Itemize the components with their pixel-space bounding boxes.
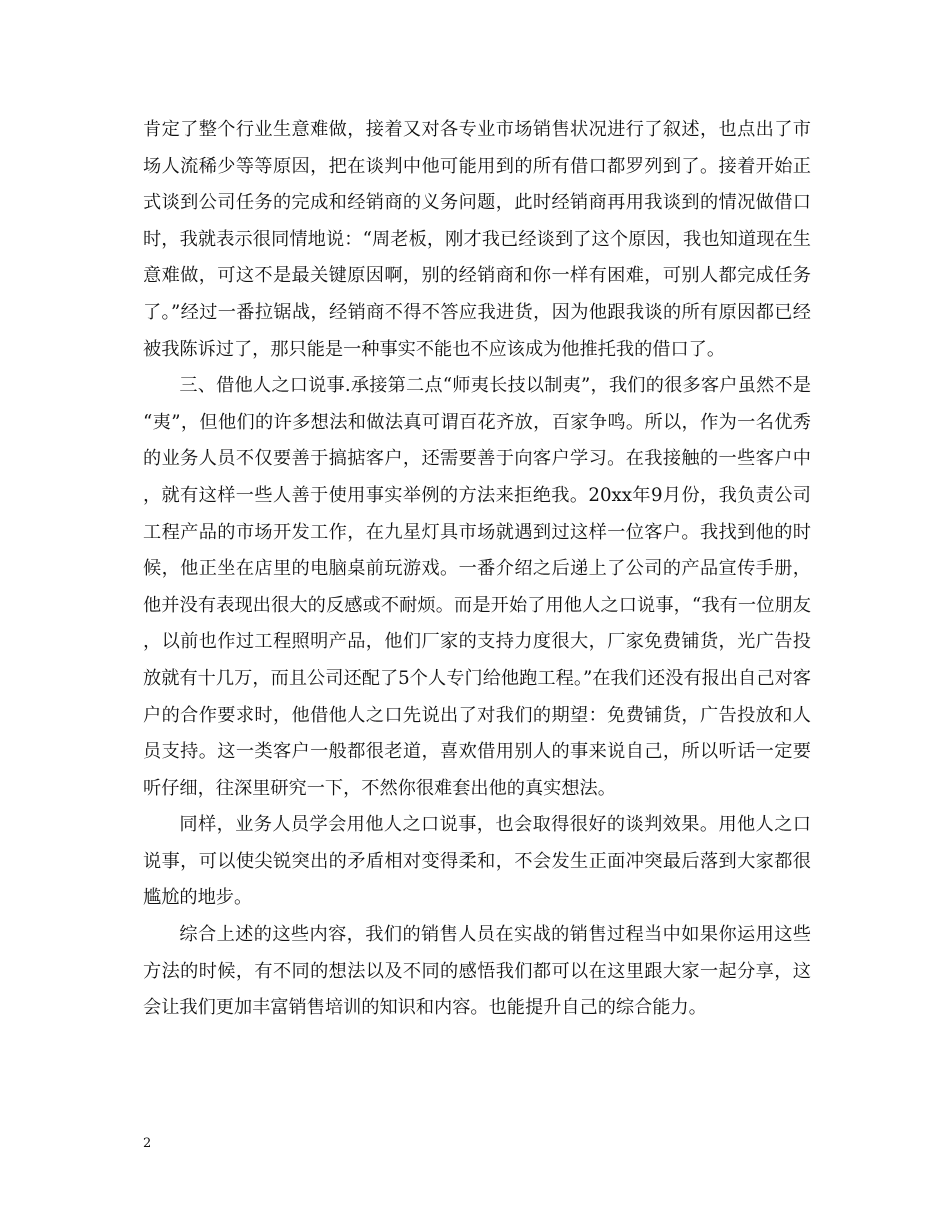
paragraph-borrow-others-mouth: 三、借他人之口说事.承接第二点“师夷长技以制夷”，我们的很多客户虽然不是“夷”，但他们的许多想法和做法真可谓百花齐放，百家争鸣。所以，作为一名优秀的业务人员不仅要善于搞掂客户，还需要善于向客户学习。在我接触的一些客户中，就有这样一些人善于使用事实举例的方法来拒绝我。20xx年9月份，我负责公司工程产品的市场开发工作，在九星灯具市场就遇到过这样一位客户。我找到他的时候，他正坐在店里的电脑桌前玩游戏。一番介绍之后递上了公司的产品宣传手册，他并没有表现出很大的反感或不耐烦。而是开始了用他人之口说事，“我有一位朋友，以前也作过工程照明产品，他们厂家的支持力度很大，厂家免费铺货，光广告投放就有十几万，而且公司还配了5个人专门给他跑工程。”在我们还没有报出自己对客户的合作要求时，他借他人之口先说出了对我们的期望：免费铺货，广告投放和人员支持。这一类客户一般都很老道，喜欢借用别人的事来说自己，所以听话一定要听仔细，往深里研究一下，不然你很难套出他的真实想法。 <box>143 375 811 799</box>
document-body <box>143 112 811 1027</box>
page-number: 2 <box>143 1136 152 1151</box>
paragraph-same-technique: 同样，业务人员学会用他人之口说事，也会取得很好的谈判效果。用他人之口说事，可以使尖锐突出的矛盾相对变得柔和，不会发生正面冲突最后落到大家都很尴尬的地步。 <box>143 814 811 909</box>
paragraph-conclusion: 综合上述的这些内容，我们的销售人员在实战的销售过程当中如果你运用这些方法的时候，有不同的想法以及不同的感悟我们都可以在这里跟大家一起分享，这会让我们更加丰富销售培训的知识和内容。也能提升自己的综合能力。 <box>143 924 811 1019</box>
paragraph-continuation: 肯定了整个行业生意难做，接着又对各专业市场销售状况进行了叙述，也点出了市场人流稀少等等原因，把在谈判中他可能用到的所有借口都罗列到了。接着开始正式谈到公司任务的完成和经销商的义务问题，此时经销商再用我谈到的情况做借口时，我就表示很同情地说：“周老板，刚才我已经谈到了这个原因，我也知道现在生意难做，可这不是最关键原因啊，别的经销商和你一样有困难，可别人都完成任务了。”经过一番拉锯战，经销商不得不答应我进货，因为他跟我谈的所有原因都已经被我陈诉过了，那只能是一种事实不能也不应该成为他推托我的借口了。 <box>143 119 811 360</box>
